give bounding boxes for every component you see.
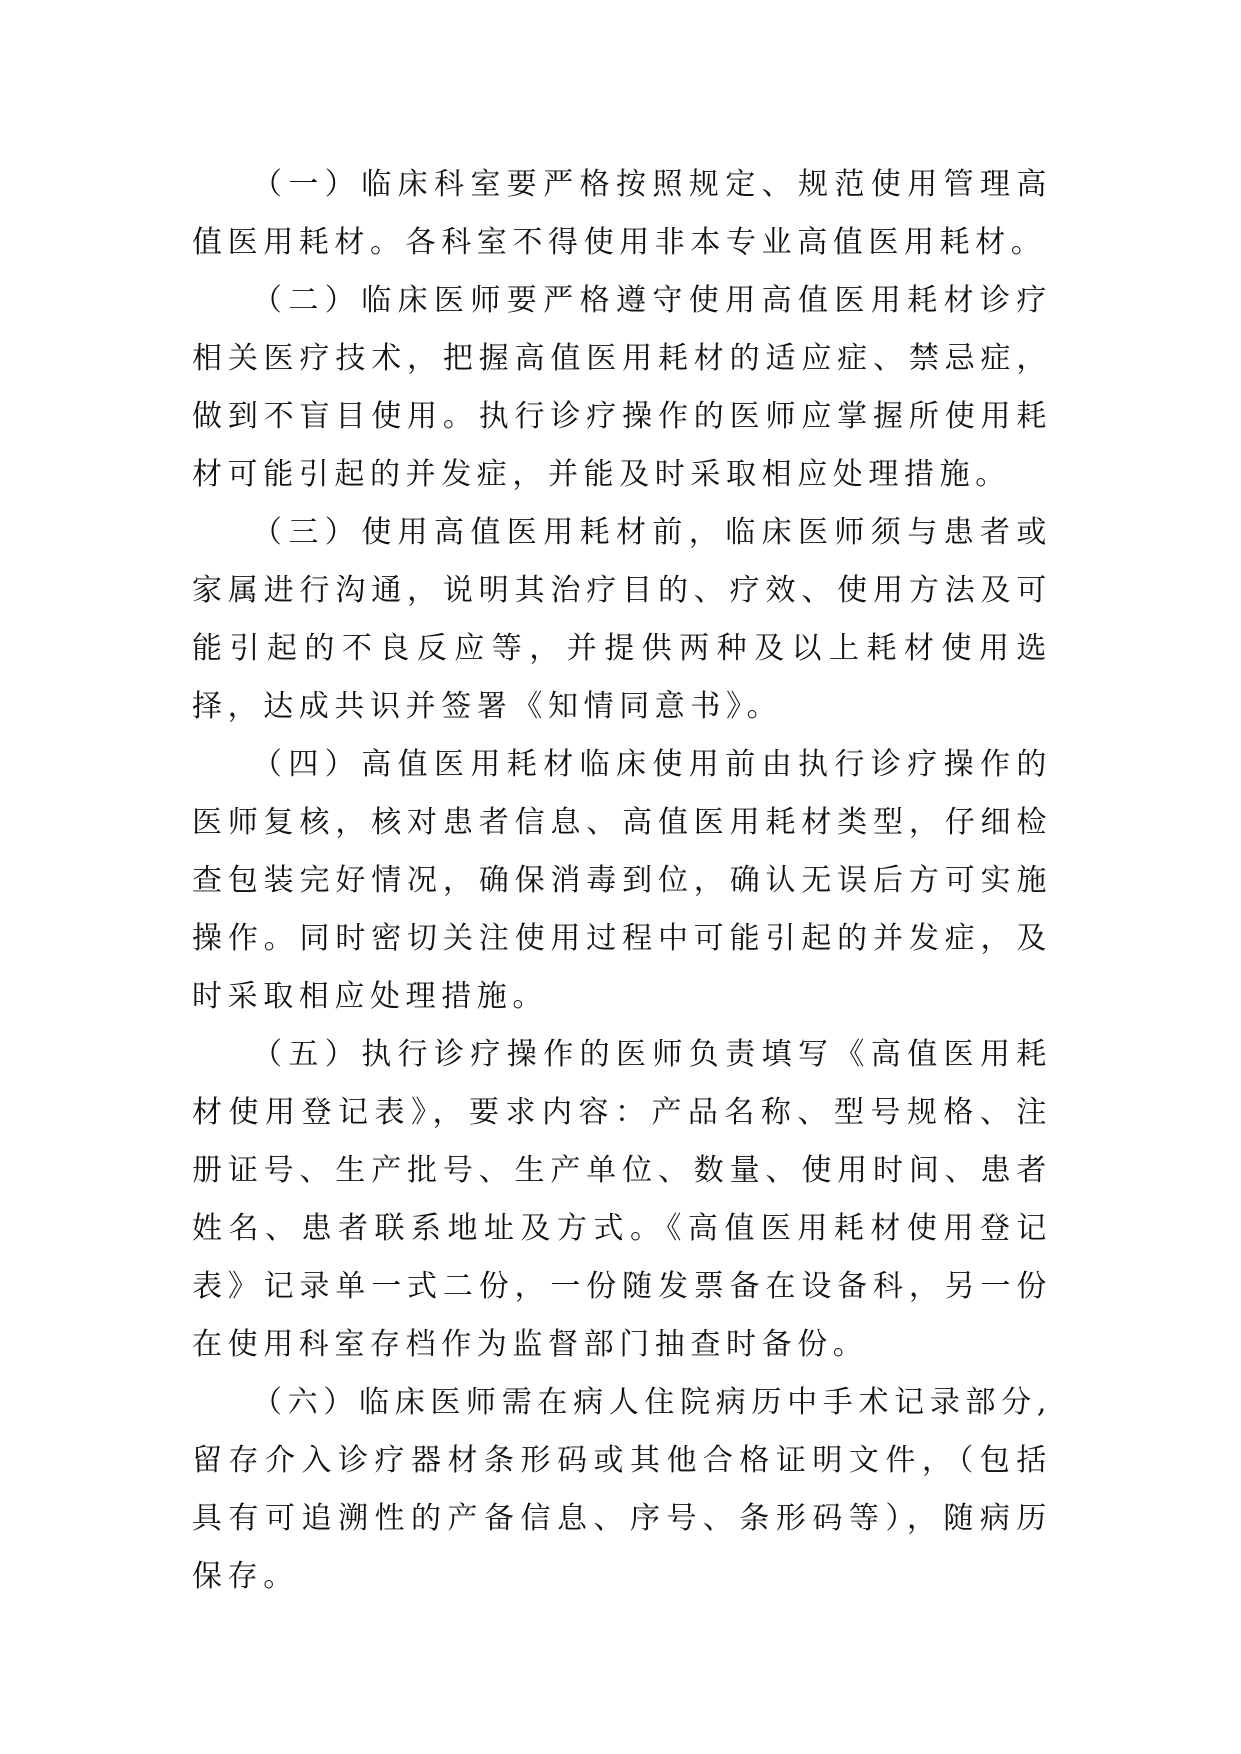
paragraph-6: （六）临床医师需在病人住院病历中手术记录部分,留存介入诊疗器材条形码或其他合格证明文件，（包括具有可追溯性的产备信息、序号、条形码等），随病历保存。 <box>192 1385 1052 1594</box>
paragraph-3: （三）使用高值医用耗材前，临床医师须与患者或家属进行沟通，说明其治疗目的、疗效、使用方法及可能引起的不良反应等，并提供两种及以上耗材使用选择，达成共识并签署《知情同意书》。 <box>192 515 1052 724</box>
paragraph-1: （一）临床科室要严格按照规定、规范使用管理高值医用耗材。各科室不得使用非本专业高值医用耗材。 <box>192 167 1052 260</box>
paragraph-4: （四）高值医用耗材临床使用前由执行诊疗操作的医师复核，核对患者信息、高值医用耗材类型，仔细检查包装完好情况，确保消毒到位，确认无误后方可实施操作。同时密切关注使用过程中可能引起的并发症，及时采取相应处理措施。 <box>192 747 1052 1014</box>
document-body <box>192 156 1052 1606</box>
paragraph-5: （五）执行诊疗操作的医师负责填写《高值医用耗材使用登记表》，要求内容：产品名称、型号规格、注册证号、生产批号、生产单位、数量、使用时间、患者姓名、患者联系地址及方式。《高值医用耗材使用登记表》记录单一式二份，一份随发票备在设备科，另一份在使用科室存档作为监督部门抽查时备份。 <box>192 1037 1052 1362</box>
paragraph-2: （二）临床医师要严格遵守使用高值医用耗材诊疗相关医疗技术，把握高值医用耗材的适应症、禁忌症，做到不盲目使用。执行诊疗操作的医师应掌握所使用耗材可能引起的并发症，并能及时采取相应处理措施。 <box>192 283 1052 492</box>
